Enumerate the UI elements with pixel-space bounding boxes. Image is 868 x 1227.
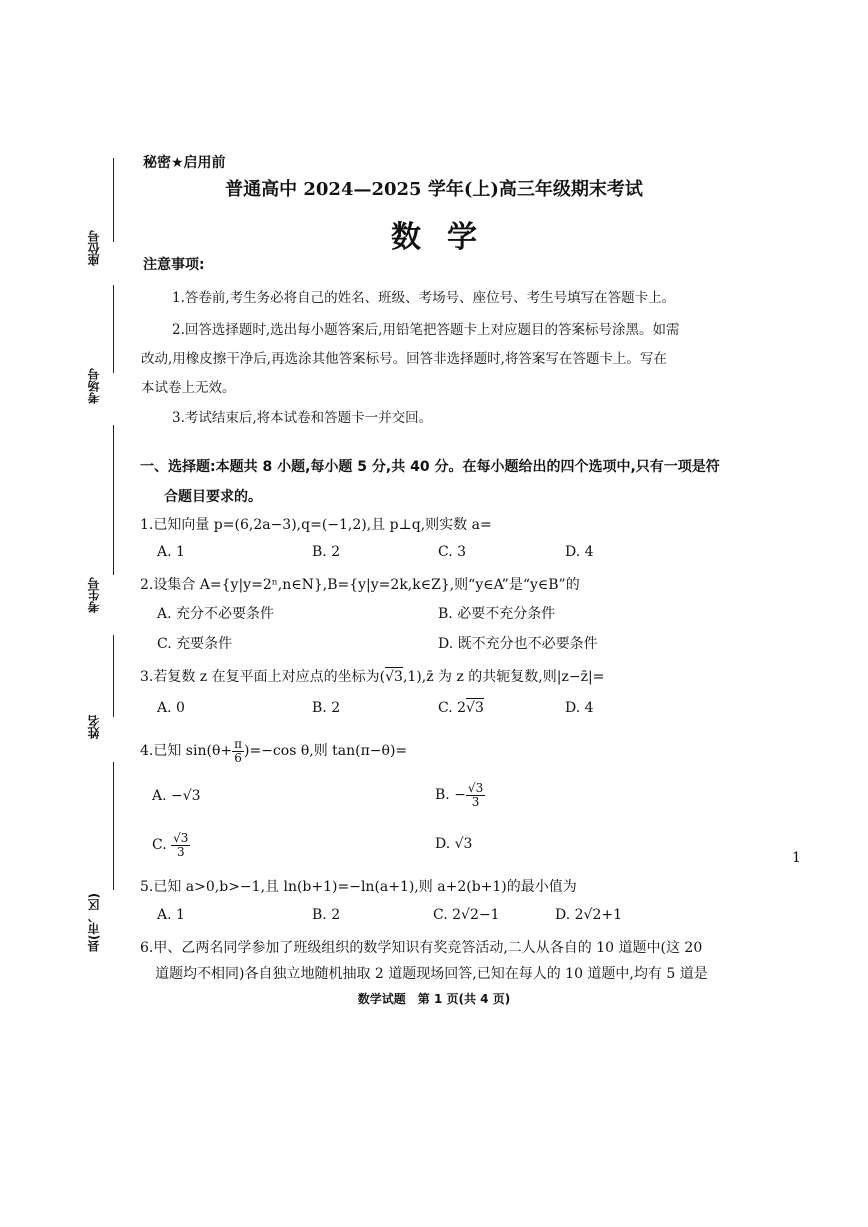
question-5-option-a: A. 1 — [157, 907, 185, 923]
section-heading-line: 一、选择题:本题共 8 小题,每小题 5 分,共 40 分。在每小题给出的四个选项中,只有一项是符 — [140, 459, 720, 475]
fraction — [171, 832, 190, 859]
question-2-option-d: D. 既不充分也不必要条件 — [438, 636, 598, 652]
question-2-option-b: B. 必要不充分条件 — [438, 606, 556, 622]
question-2-option-c: C. 充要条件 — [157, 636, 233, 652]
sqrt-term: √3 — [466, 700, 484, 716]
notice-heading: 注意事项: — [143, 257, 205, 273]
question-4-option-b — [435, 778, 485, 812]
margin-line — [113, 762, 114, 890]
question-4-option-a: A. −√3 — [152, 788, 201, 804]
exam-room-label: 考场号 — [87, 368, 101, 404]
question-3-stem-text: 3.若复数 z 在复平面上对应点的坐标为( — [140, 669, 386, 685]
question-4-option-d: D. √3 — [435, 836, 473, 852]
fraction-numerator: π — [234, 736, 242, 751]
secret-label: 秘密★启用前 — [143, 155, 226, 171]
notice-item-2-cont: 改动,用橡皮擦干净后,再选涂其他答案标号。回答非选择题时,将答案写在答题卡上。写在 — [141, 351, 667, 367]
notice-item-3: 3.考试结束后,将本试卷和答题卡一并交回。 — [172, 410, 433, 426]
option-text: B. − — [435, 787, 466, 803]
question-3-stem-text: ,1),z̄ 为 z 的共轭复数,则|z−z̄|= — [402, 669, 605, 685]
fraction-numerator: √3 — [173, 830, 189, 845]
question-3-stem — [140, 666, 604, 686]
notice-item-2: 2.回答选择题时,选出每小题答案后,用铅笔把答题卡上对应题目的答案标号涂黑。如需 — [172, 322, 680, 338]
question-5-option-d: D. 2√2+1 — [555, 907, 622, 923]
question-3-option-a: A. 0 — [157, 700, 185, 716]
question-4-option-c — [152, 828, 190, 862]
subject-title: 数学 — [391, 220, 503, 255]
fraction-denominator: 3 — [176, 844, 185, 859]
sqrt-term: √3 — [385, 669, 403, 685]
notice-item-2-cont: 本试卷上无效。 — [141, 380, 236, 396]
exam-title: 普通高中 2024—2025 学年(上)高三年级期末考试 — [225, 179, 643, 200]
question-4-stem-text: 4.已知 sin(θ+ — [140, 743, 233, 759]
question-6-line: 道题均不相同)各自独立地随机抽取 2 道题现场回答,已知在每人的 10 道题中,均有 5 道是 — [155, 966, 708, 982]
question-4-stem — [140, 734, 407, 768]
fraction — [466, 782, 485, 809]
margin-line — [113, 635, 114, 717]
option-text: C. 2 — [438, 700, 467, 716]
question-1-stem: 1.已知向量 p=(6,2a−3),q=(−1,2),且 p⊥q,则实数 a= — [140, 517, 492, 533]
section-heading-line: 合题目要求的。 — [164, 489, 262, 505]
fraction-denominator: 6 — [234, 750, 242, 765]
question-3-option-d: D. 4 — [565, 700, 594, 716]
page-footer: 数学试题 第 1 页(共 4 页) — [357, 992, 511, 1006]
question-6-line: 6.甲、乙两名同学参加了班级组织的数学知识有奖竞答活动,二人从各自的 10 道题中(这 20 — [140, 940, 703, 956]
question-1-option-d: D. 4 — [565, 544, 594, 560]
question-2-option-a: A. 充分不必要条件 — [157, 606, 275, 622]
name-label: 姓名 — [87, 715, 101, 739]
fraction — [232, 738, 244, 765]
section-heading — [140, 452, 720, 512]
notice-item-1: 1.答卷前,考生务必将自己的姓名、班级、考场号、座位号、考生号填写在答题卡上。 — [172, 290, 676, 306]
margin-line — [113, 425, 114, 575]
question-1-option-c: C. 3 — [438, 544, 467, 560]
question-5-stem: 5.已知 a>0,b>−1,且 ln(b+1)=−ln(a+1),则 a+2(b+1)的最小值为 — [140, 879, 577, 895]
question-1-option-b: B. 2 — [312, 544, 341, 560]
question-4-stem-text: )=−cos θ,则 tan(π−θ)= — [244, 743, 408, 759]
examinee-number-label: 考生号 — [87, 577, 101, 613]
option-text: C. — [152, 837, 172, 853]
question-2-stem: 2.设集合 A={y|y=2ⁿ,n∈N},B={y|y=2k,k∈Z},则“y∈A”是“y∈B”的 — [140, 577, 580, 593]
margin-line — [113, 285, 114, 373]
seat-number-label: 座位号 — [87, 230, 101, 266]
question-5-option-c: C. 2√2−1 — [433, 907, 500, 923]
county-label: 县(市、区) — [87, 893, 101, 952]
fraction-numerator: √3 — [467, 780, 484, 795]
question-3-option-b: B. 2 — [312, 700, 341, 716]
side-page-number: 1 — [792, 850, 801, 866]
question-3-option-c — [438, 700, 484, 716]
question-1-option-a: A. 1 — [157, 544, 185, 560]
question-5-option-b: B. 2 — [312, 907, 341, 923]
fraction-denominator: 3 — [471, 794, 480, 809]
